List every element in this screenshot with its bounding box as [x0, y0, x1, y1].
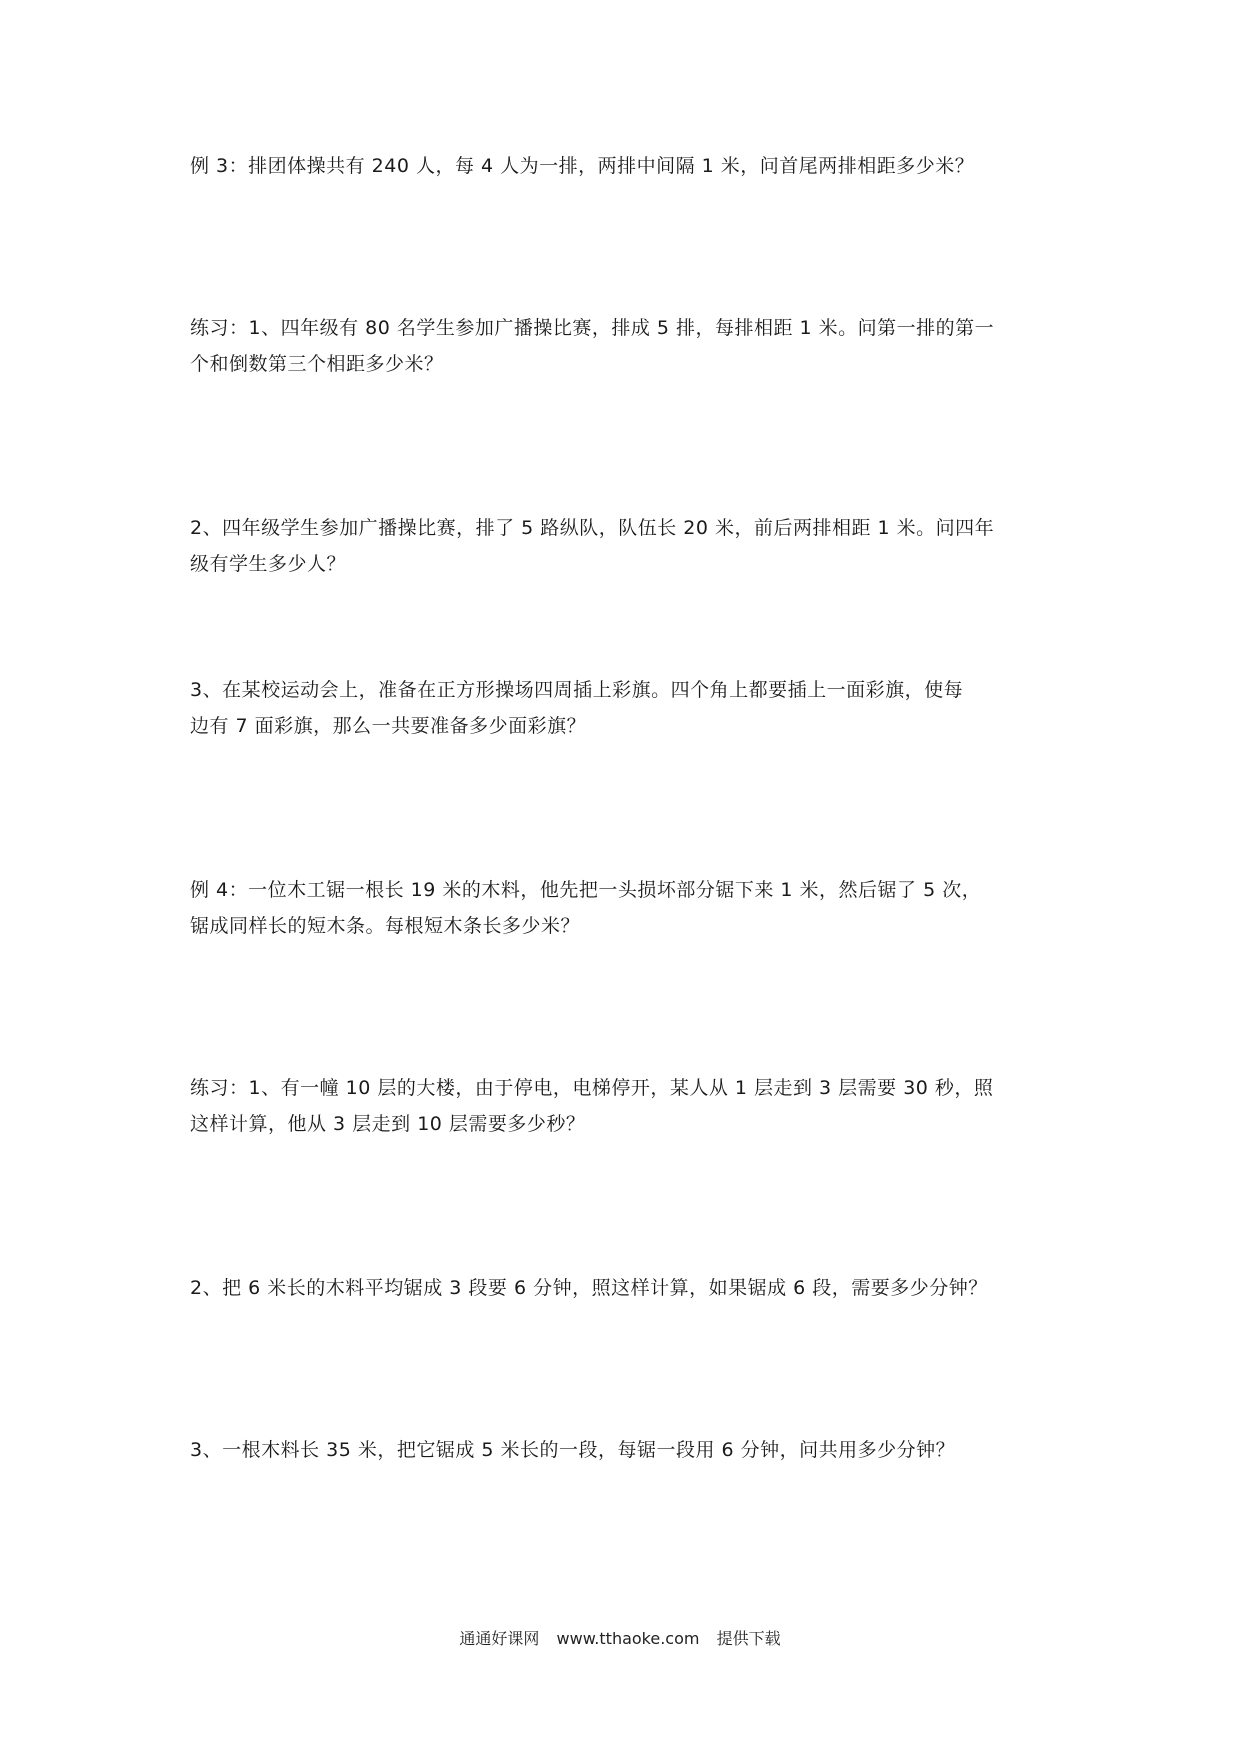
- exercise-2-question-2: [190, 1270, 1060, 1306]
- exercise-1-question-3-line-1: 3、在某校运动会上，准备在正方形操场四周插上彩旗。四个角上都要插上一面彩旗，使每: [190, 679, 964, 701]
- exercise-1-question-3: [190, 672, 1060, 744]
- example-3-line-1: 例 3：排团体操共有 240 人，每 4 人为一排，两排中间隔 1 米，问首尾两排相距多少米？: [190, 155, 975, 177]
- page-footer: [0, 1627, 1240, 1651]
- exercise-1-question-2: [190, 510, 1060, 582]
- footer-suffix: 提供下载: [716, 1629, 781, 1648]
- example-4: [190, 872, 1060, 944]
- example-4-line-1: 例 4：一位木工锯一根长 19 米的木料，他先把一头损坏部分锯下来 1 米，然后锯了 5 次，: [190, 879, 982, 901]
- exercise-1-question-3-line-2: 边有 7 面彩旗，那么一共要准备多少面彩旗？: [190, 715, 587, 737]
- exercise-1-question-2-line-1: 2、四年级学生参加广播操比赛，排了 5 路纵队，队伍长 20 米，前后两排相距 1 米。问四年: [190, 517, 995, 539]
- footer-url[interactable]: www.tthaoke.com: [556, 1629, 700, 1648]
- footer-site-name: 通通好课网: [459, 1629, 540, 1648]
- exercise-2-question-1-line-2: 这样计算，他从 3 层走到 10 层需要多少秒？: [190, 1113, 586, 1135]
- exercise-1-question-1-line-1: 练习：1、四年级有 80 名学生参加广播操比赛，排成 5 排，每排相距 1 米。问第一排的第一: [190, 317, 995, 339]
- exercise-1-question-2-line-2: 级有学生多少人？: [190, 553, 347, 575]
- exercise-1-question-1-line-2: 个和倒数第三个相距多少米？: [190, 353, 444, 375]
- exercise-1-question-1: [190, 310, 1060, 382]
- example-3: [190, 148, 1060, 184]
- exercise-2-question-1-line-1: 练习：1、有一幢 10 层的大楼，由于停电，电梯停开，某人从 1 层走到 3 层需要 30 秒，照: [190, 1077, 994, 1099]
- example-4-line-2: 锯成同样长的短木条。每根短木条长多少米？: [190, 915, 581, 937]
- exercise-2-question-3-line-1: 3、一根木料长 35 米，把它锯成 5 米长的一段，每锯一段用 6 分钟，问共用多少分钟？: [190, 1439, 956, 1461]
- exercise-2-question-3: [190, 1432, 1060, 1468]
- exercise-2-question-1: [190, 1070, 1060, 1142]
- exercise-2-question-2-line-1: 2、把 6 米长的木料平均锯成 3 段要 6 分钟，照这样计算，如果锯成 6 段，需要多少分钟？: [190, 1277, 988, 1299]
